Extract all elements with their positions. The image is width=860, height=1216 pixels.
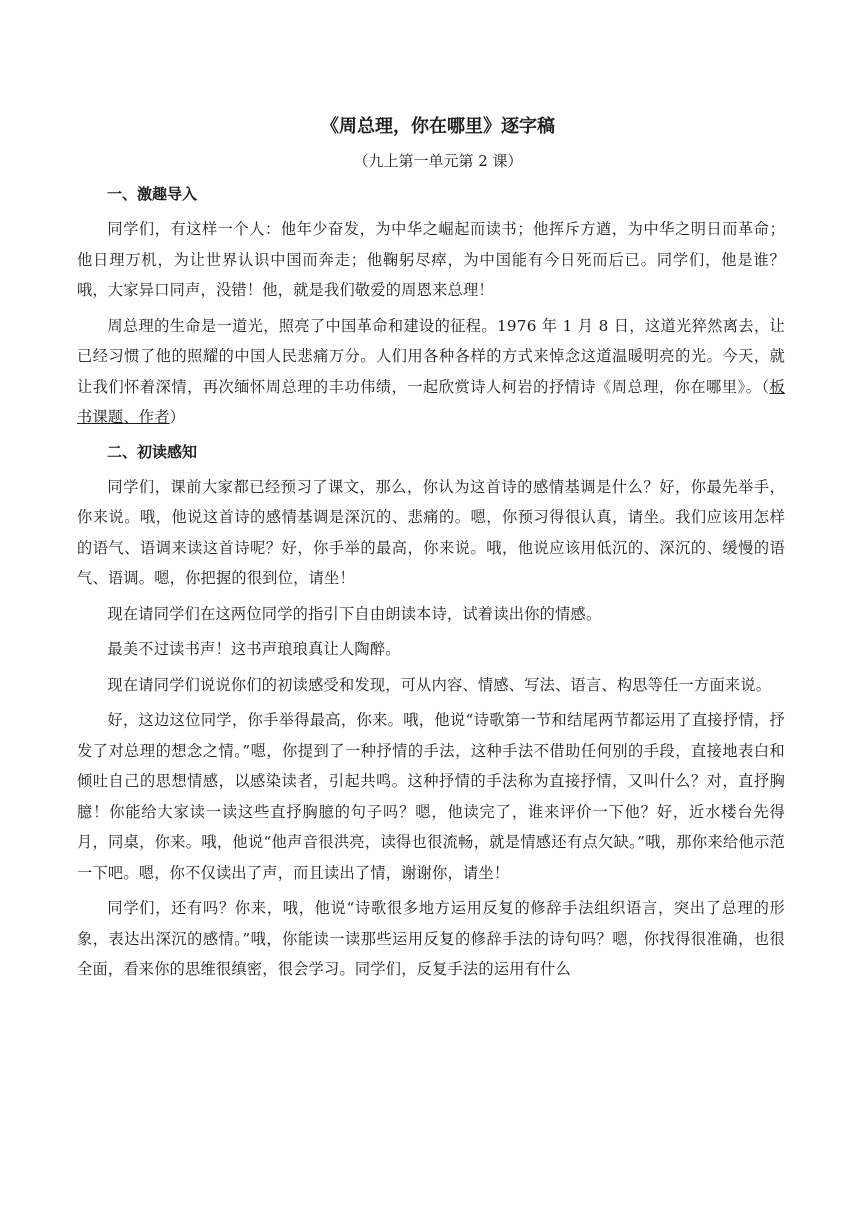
paragraph: 最美不过读书声！这书声琅琅真让人陶醉。 [107, 640, 401, 658]
paragraph-text: 周总理的生命是一道光，照亮了中国革命和建设的征程。1976 年 1 月 8 日，这道光猝然离去，让已经习惯了他的照耀的中国人民悲痛万分。人们用各种各样的方式来悼念这道温暖明亮的光。今天，就让我们怀着深情，再次缅怀周总理的丰功伟绩，一起欣赏诗人柯岩的抒情诗《周总理，你在哪里》。（ [77, 316, 785, 396]
document-title: 《周总理，你在哪里》逐字稿 [321, 116, 555, 137]
blackboard-note: 板书课题、作者 [77, 377, 785, 426]
paragraph-text: ） [169, 408, 186, 426]
document-body [77, 112, 785, 990]
paragraph: 同学们，还有吗？你来，哦，他说“诗歌很多地方运用反复的修辞手法组织语言，突出了总理的形象，表达出深沉的感情。”哦，你能读一读那些运用反复的修辞手法的诗句吗？嗯，你找得很准确，也很全面，看来你的思维很缜密，很会学习。同学们，反复手法的运用有什么 [77, 899, 785, 978]
section-heading-first-reading: 二、初读感知 [107, 442, 198, 461]
paragraph: 同学们，有这样一个人：他年少奋发，为中华之崛起而读书；他挥斥方遒，为中华之明日而革命；他日理万机，为让世界认识中国而奔走；他鞠躬尽瘁，为中国能有今日死而后已。同学们，他是谁？哦，大家异口同声，没错！他，就是我们敬爱的周恩来总理！ [77, 220, 785, 299]
paragraph: 现在请同学们在这两位同学的指引下自由朗读本诗，试着读出你的情感。 [107, 604, 602, 623]
section-heading-intro: 一、激趣导入 [107, 185, 198, 203]
document-subtitle: （九上第一单元第 2 课） [353, 152, 523, 170]
paragraph: 现在请同学们说说你们的初读感受和发现，可从内容、情感、写法、语言、构思等任一方面来说。 [107, 675, 772, 694]
paragraph: 好，这边这位同学，你手举得最高，你来。哦，他说“诗歌第一节和结尾两节都运用了直接抒情，抒发了对总理的想念之情。”嗯，你提到了一种抒情的手法，这种手法不借助任何别的手段，直接地表白和倾吐自己的思想情感，以感染读者，引起共鸣。这种抒情的手法称为直接抒情，又叫什么？对，直抒胸臆！你能给大家读一读这些直抒胸臆的句子吗？嗯，他读完了，谁来评价一下他？好，近水楼台先得月，同桌，你来。哦，他说“他声音很洪亮，读得也很流畅，就是情感还有点欠缺。”哦，那你来给他示范一下吧。嗯，你不仅读出了声，而且读出了情，谢谢你，请坐！ [77, 711, 785, 882]
paragraph [77, 311, 785, 433]
paragraph: 同学们，课前大家都已经预习了课文，那么，你认为这首诗的感情基调是什么？好，你最先举手，你来说。哦，他说这首诗的感情基调是深沉的、悲痛的。嗯，你预习得很认真，请坐。我们应该用怎样的语气、语调来读这首诗呢？好，你手举的最高，你来说。哦，他说应该用低沉的、深沉的、缓慢的语气、语调。嗯，你把握的很到位，请坐！ [77, 477, 785, 587]
